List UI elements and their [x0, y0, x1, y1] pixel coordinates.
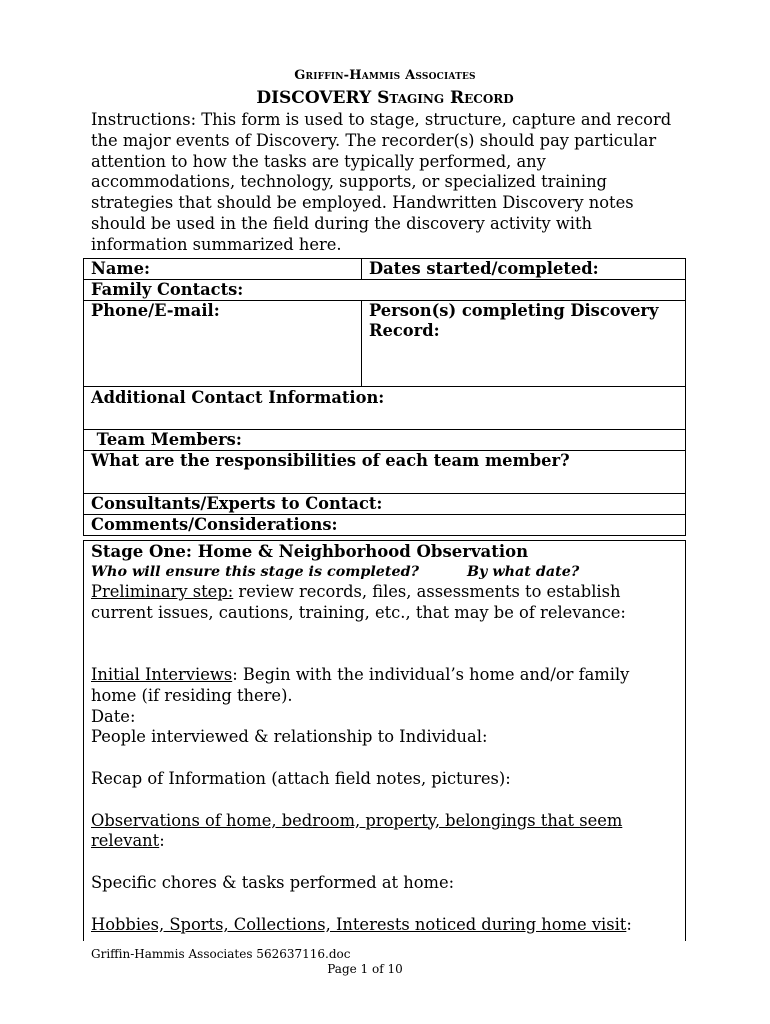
- team-members-field[interactable]: Team Members:: [84, 430, 686, 451]
- additional-contact-field[interactable]: Additional Contact Information:: [84, 387, 686, 430]
- stage-one-responsibility-line: [91, 563, 678, 582]
- instructions-paragraph: Instructions: This form is used to stage, structure, capture and record the major events of Discovery. The recorder(s) should pay particular attention to how the tasks are typically performed, any accommodations, technology, supports, or specialized training strategies that should be employed. Handwritten Discovery notes should be used in the field during the discovery activity with information summarized here.: [91, 110, 672, 254]
- date-field[interactable]: Date:: [91, 706, 136, 726]
- consultants-field[interactable]: Consultants/Experts to Contact:: [84, 494, 686, 515]
- preliminary-step-text: review records, files, assessments to establish current issues, cautions, training, etc., that may be of relevance:: [91, 581, 626, 622]
- persons-completing-field[interactable]: Person(s) completing Discovery Record:: [362, 301, 686, 387]
- dates-field[interactable]: Dates started/completed:: [362, 259, 686, 280]
- name-field[interactable]: Name:: [84, 259, 362, 280]
- responsibilities-field[interactable]: What are the responsibilities of each team member?: [84, 451, 686, 494]
- stage-one-section: [83, 540, 686, 941]
- document-title: DISCOVERY Staging Record: [256, 88, 514, 108]
- hobbies-field[interactable]: [91, 915, 678, 936]
- family-contacts-field[interactable]: Family Contacts:: [84, 280, 686, 301]
- observations-label: Observations of home, bedroom, property, belongings that seem relevant: [91, 810, 623, 851]
- observations-suffix: :: [159, 831, 165, 851]
- company-name: Griffin-Hammis Associates: [294, 68, 476, 83]
- preliminary-step: [91, 582, 678, 624]
- footer-page-number: Page 1 of 10: [327, 962, 403, 976]
- initial-interviews: [91, 665, 678, 707]
- stage-one-title: Stage One: Home & Neighborhood Observation: [91, 542, 529, 561]
- initial-interviews-label: Initial Interviews: [91, 664, 233, 684]
- who-question: Who will ensure this stage is completed?: [91, 563, 419, 580]
- initial-interviews-text: : Begin with the individual’s home and/or family home (if residing there).: [91, 664, 630, 705]
- hobbies-suffix: :: [626, 914, 632, 934]
- chores-field[interactable]: Specific chores & tasks performed at home:: [91, 872, 455, 892]
- contact-table: [83, 258, 686, 536]
- phone-email-field[interactable]: Phone/E-mail:: [84, 301, 362, 387]
- hobbies-label: Hobbies, Sports, Collections, Interests noticed during home visit: [91, 914, 627, 934]
- footer-filename: Griffin-Hammis Associates 562637116.doc: [91, 947, 351, 961]
- preliminary-step-label: Preliminary step:: [91, 581, 234, 601]
- comments-field[interactable]: Comments/Considerations:: [84, 515, 686, 536]
- people-interviewed-field[interactable]: People interviewed & relationship to Individual:: [91, 727, 488, 747]
- observations-field[interactable]: [91, 811, 678, 853]
- recap-field[interactable]: Recap of Information (attach field notes, pictures):: [91, 768, 511, 788]
- by-date-question: By what date?: [466, 563, 580, 580]
